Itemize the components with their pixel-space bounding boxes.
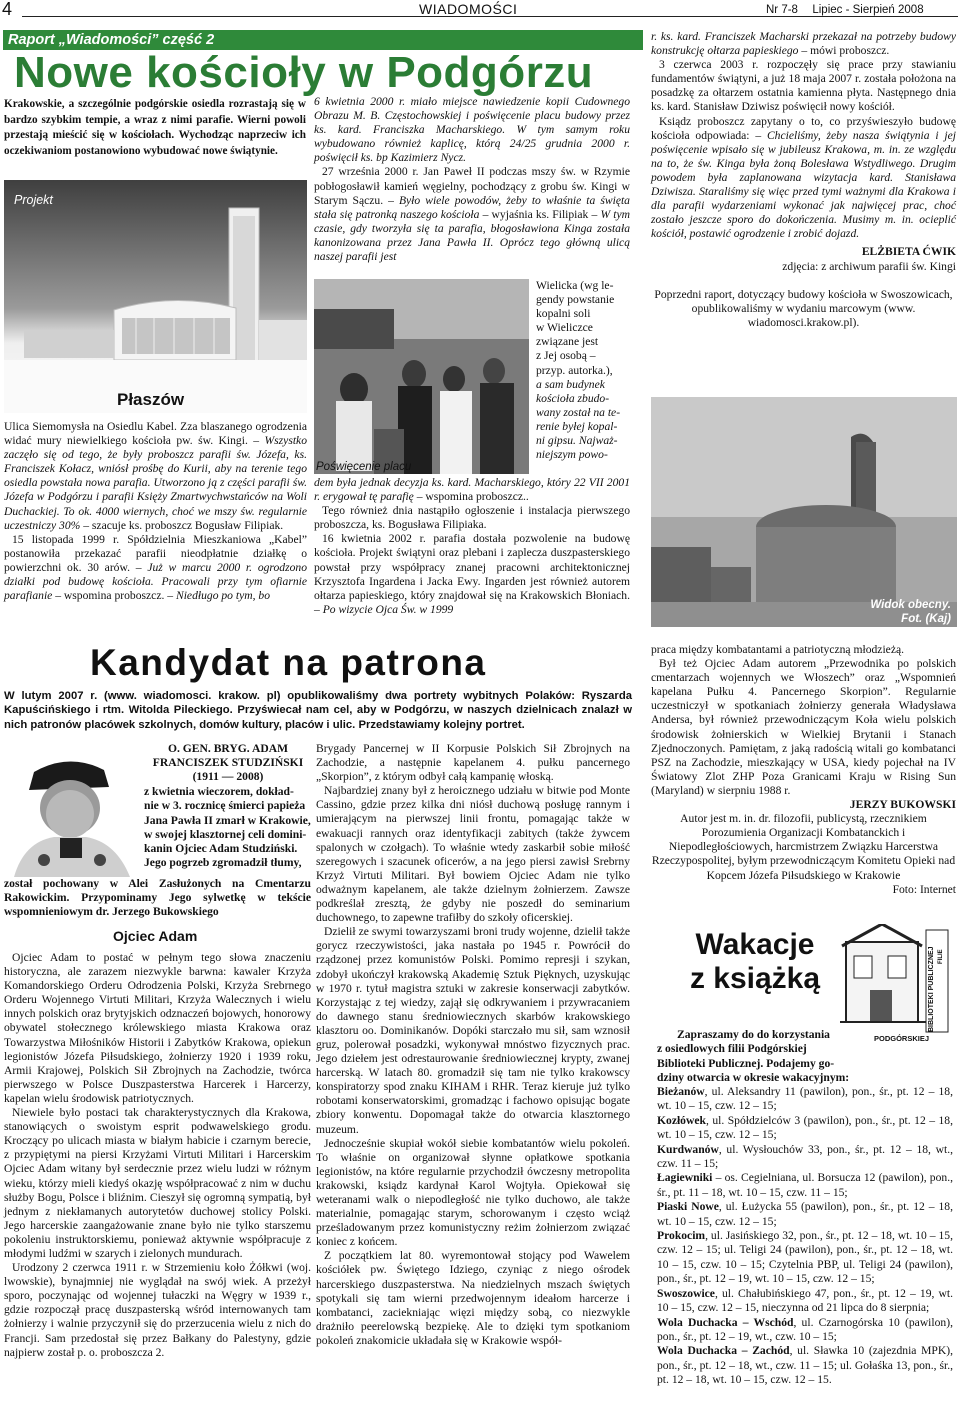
project-rendering — [4, 180, 307, 413]
kandydat-col2-p1: Brygady Pancernej w II Korpusie Polskich Sił Zbrojnych na Zachodzie, a następnie kapelanem 4. pułku pancernego „Skorpion”, z którym odbył całą kampanię włoską. — [316, 742, 630, 784]
kandydat-col1-p3: Urodzony 2 czerwca 1911 r. w Strzemieniu koło Żółkwi (woj. lwowskie), bynajmniej nie wyglądał na swój wiek. A przeżył sporo, poczynając od wojennej tułaczki na Węgry w 1939 r., gdzie rozpoczął pracę duszpasterską wśród internowanych tam żołnierzy i walnie przyczynił się do przerzucenia wielu z nich do Francji. Sam przedostał się przez Bałkany do Palestyny, gdzie najpierw został p. o. proboszcza 2. — [4, 1261, 311, 1359]
library-entry-hours: , ul. Chałubińskiego 47, pon., śr., pt. 12 – 19, wt. 10 – 15, czw. 12 – 15, nieczynna od 21 lipca do 8 sierpnia; — [657, 1286, 953, 1315]
library-entry-name: Swoszowice — [657, 1286, 715, 1300]
library-entry-name: Bieżanów — [657, 1085, 705, 1098]
col2-text-a: 6 kwietnia 2000 r. miało miejsce nawiedzenie kopii Cudownego Obrazu M. B. Częstochowskiej i poświęcenie placu budowy przez ks. kard. Franciszka Macharskiego. W tym samym roku wybudowano również kaplicę, którą 24/25 grudnia 2000 r. poświęcił ks. bp Kazimierz Nycz. — [314, 95, 630, 165]
kandydat-column-3 — [651, 643, 956, 897]
library-entry-name: Wola Duchacka – Zachód — [657, 1344, 790, 1358]
library-entry — [657, 1114, 953, 1143]
library-house-icon — [840, 924, 952, 1046]
kandydat-column-2 — [316, 742, 630, 1348]
wrap-line: a sam budynek — [536, 377, 605, 391]
portrait-intro-line: w swojej klasztornej celi domini- — [144, 827, 307, 841]
library-entry — [657, 1344, 953, 1387]
church-photo-illustration — [651, 397, 957, 627]
portrait-intro-rest: został pochowany w Alei Zasłużonych na Cmentarzu Rakowickim. Przypominamy Jego sylwetkę w tekście wspomnieniowym dr. Jerzego Bukowskiego — [4, 877, 311, 919]
library-entry-hours: , ul. Czarnogórska 10 (pawilon), pon., śr., pt. 12 – 19, wt., czw. 10 – 15; — [657, 1315, 953, 1343]
library-entry-name: Prokocim — [657, 1229, 706, 1243]
library-entry — [657, 1316, 953, 1345]
portrait-intro-line: Jana Pawła II zmarł w Krakowie, — [144, 813, 311, 827]
col2-text-e: – W tym czasie, gdy tworzyła się ta parafia, błogosławiona Kinga została kanonizowana przez Jana Pawła II. Oprócz tego główną ulicą naszej parafii jest — [314, 207, 630, 264]
library-entry-name: Wola Duchacka – Wschód — [657, 1315, 794, 1329]
portrait-intro-line: z kwietnia wieczorem, dokład- — [144, 785, 294, 798]
kandydat-author-bio: Autor jest m. in. dr. filozofii, publicystą, rzecznikiem Porozumienia Organizacji Kombatanckich i Niepodległościowych, harcmistrzem Związku Harcerstwa Rzeczypospolitej, byłym przewodniczącym Komitetu Opieki nad Kopcem Józefa Piłsudskiego w Krakowie — [651, 812, 956, 882]
issue-number: Nr 7-8 — [766, 4, 798, 16]
col1-text-d: 15 listopada 1999 r. Spółdzielnia Mieszkaniowa „Kabel” postanowiła przekazać parafii nieodpłatnie działkę o powierzchni ok. 30 arów. — [4, 532, 307, 574]
kandydat-col1-p1: Ojciec Adam to postać w pełnym tego słowa znaczeniu historyczna, ale zarazem niezwykle barwna: kawaler Krzyża Komandorskiego Orderu Odrodzenia Polski, Krzyża Srebrnego Orderu Wojennego Virtuti Militari, Krzyża Walecznych i wielu innych polskich oraz brytyjskich odznaczeń bojowych, honorowy obywatel stołecznego królewskiego miasta Krakowa oraz Towarzystwa Miłośników Historii i Zabytków Krakowa, opiekun legionistów Józefa Piłsudskiego, żołnierzy 1920 i 1939 roku, Armii Krajowej, Polskich Sił Zbrojnych na Zachodzie, twórca pierwszego w Polsce Duszpasterstwa Harcerek i Harcerzy, kapelan wielu środowisk patriotycznych. — [4, 951, 311, 1105]
page-number: 4 — [2, 0, 13, 19]
library-entry-hours: – os. Cegielniana, ul. Borsucza 12 (pawilon), pon., śr., pt. 11 – 18, wt. 10 – 15, czw. 11 – 15; — [657, 1171, 953, 1199]
portrait-illustration — [4, 742, 140, 877]
library-entry-hours: , ul. Jasińskiego 32, pon., śr., pt. 12 – 18, wt. 10 – 15, czw. 12 – 15; ul. Teligi 24 (pawilon), pon., śr., pt. 12 – 18, wt. 10 – 15, czw. 10 – 15; Czytelnia PBP, ul. Teligi 24 (pawilon), pon., śr., pt. 12 – 19, wt. 10 – 15, czw. 12 – 15; — [657, 1229, 953, 1286]
kandydat-intro: W lutym 2007 r. (www. wiadomosci. krakow. pl) opublikowaliśmy dwa portrety wybitnych Polaków: Ryszarda Kapuścińskiego i rtm. Witolda Pileckiego. Przyświecał nam cel, aby w Podgórzu, w naszych dzielnicach znalazł w nich patronów placówek szkolnych, domów kultury, placów i ulic. Przedstawiamy kolejny portret. — [4, 690, 632, 731]
blessing-photo — [314, 279, 529, 474]
library-entry-hours: , ul. Aleksandry 11 (pawilon), pon., śr., pt. 12 – 18, wt. 10 – 15, czw. 12 – 15; — [657, 1085, 953, 1113]
col3-text-e: – Chcieliśmy, żeby nasza świątynia i jej poświęcenie wpisało się w jubileusz Krakowa, m. in. ze względu na to, że św. Kinga była żoną Bolesława Wstydliwego. Drugim powodem była zaplanowana wizytacja kard. Stanisława Dziwisza. Staraliśmy się więc przed tymi ważnymi dla Krakowa i dla parafii wydarzeniami wykonać jak najwięcej prac, choć zostało jeszcze sporo do dokończenia. Musimy m. in. ocieplić kościół, postawić ogrodzenie i zrobić dojazd. — [651, 128, 956, 241]
library-entry-hours: , ul. Łużycka 55 (pawilon), pon., śr., pt. 12 – 18, wt. 10 – 15, czw. 12 – 15; — [657, 1200, 953, 1228]
wrap-line: Wielicka (wg le- — [536, 279, 614, 292]
library-logo-text-b: FILIE — [938, 949, 944, 964]
library-entry — [657, 1171, 953, 1200]
portrait-name-line: FRANCISZEK STUDZIŃSKI — [152, 756, 304, 770]
plaszow-heading: Płaszów — [117, 390, 185, 409]
wrap-line: gendy powstanie — [536, 293, 615, 307]
col2-text-f: dem była jednak decyzja ks. kard. Macharskiego, który 22 VII 2001 r. erygował tę parafię — [314, 476, 630, 504]
portrait-name-line: O. GEN. BRYG. ADAM — [167, 742, 289, 755]
kandydat-photo-credit: Foto: Internet — [892, 882, 956, 896]
wrap-line: wany został na te- — [536, 405, 621, 419]
church-photo-caption-a: Widok obecny. — [870, 599, 951, 611]
wakacje-intro-line: dziny otwarcia w okresie wakacyjnym: — [657, 1070, 850, 1084]
issue-date: Lipiec - Sierpień 2008 — [812, 4, 924, 16]
church-photo-caption-b: Fot. (Kaj) — [901, 613, 951, 625]
library-entry-name: Łagiewniki — [657, 1171, 713, 1185]
kandydat-col3-p2: Był też Ojciec Adam autorem „Przewodnika po polskich cmentarzach wojennych we Włoszech” oraz „Wspomnień kapelana Pułku 4. Pancernego Skorpion”. Regularnie uczestniczył w spotkaniach żołnierzy generała Władysława Andersa, był również przewodniczącym Koła wielu polskich środowisk żołnierskich w Wielkiej Brytanii i Stanach Zjednoczonych. Pamiętam, z jaką radością witali go kombatanci PSZ na Zachodzie, mieszkający w USA, kiedy pojechał na IV Światowy Zlot ZHP Poza Granicami Kraju w Rising Sun (Maryland) w sierpniu 1988 r. — [651, 657, 956, 797]
report-column-3 — [651, 30, 956, 330]
portrait-photo — [4, 742, 140, 877]
library-entry-name: Kozłówek — [657, 1113, 706, 1127]
portrait-intro-line: Jego pogrzeb zgromadził tłumy, — [144, 856, 302, 870]
kandydat-col2-p2: Najbardziej znany był z heroicznego udziału w bitwie pod Monte Cassino, gdzie przez kilka dni niósł duchową posługę rannym i umierającym na pierwszej linii frontu, pomagając także w ewakuacji rannych oraz identyfikacji zabitych (także żywcem spalonych w czołgach). To właśnie wtedy zaskarbił sobie miłość szeregowych i szacunek oficerów, a na jego piersi zawisł Srebrny Krzyż Virtuti Militari. Był bowiem Ojciec Adam nie tylko odważnym kapelanem, ale także dzielnym żołnierzem. Zawsze podkreślał zresztą, że gdyby nie poszedł do seminarium duchownego, to zapewne trafiłby do szkoły oficerskiej. — [316, 784, 630, 925]
library-logo — [840, 924, 952, 1046]
kandydat-title: Kandydat na patrona — [90, 642, 487, 683]
portrait-intro-line: kanin Ojciec Adam Studziński. — [144, 842, 298, 856]
wrap-line: związane jest — [536, 335, 599, 349]
col2-text-h: Tego również dnia nastąpiło ogłoszenie i instalacja pierwszego proboszcza, ks. Bogusława Filipiaka. — [314, 504, 630, 532]
project-label: Projekt — [14, 193, 53, 207]
wrap-line: kościoła zbudo- — [536, 391, 610, 405]
report-title: Nowe kościoły w Podgórzu — [14, 48, 594, 97]
col1-text-b: – Wszystko zaczęło się od tego, że były proboszcz parafii św. Józefa, ks. Franciszek Kołacz, wniósł prośbę do Kurii, aby na terenie tego osiedla powstała nowa parafia. Utworzono ją z części parafii św. Józefa w Podgórzu i parafii Księży Zmartwychwstańców na Woli Duchackiej. To ok. 4000 wiernych, choć we mszy św. regularnie uczestniczy 30% — [4, 434, 308, 532]
col3-text-a: r. ks. kard. Franciszek Macharski przekazał na potrzeby budowy konstrukcję ołtarza papieskiego — [651, 30, 956, 58]
kandydat-col2-p3: Dzielił ze swymi towarzyszami broni trudy wojenne, dzielił także gorycz rzeczywistości, jaka nastała po 1945 r. Powrócił do rządzonej przez komunistów Polski. Pomimo represji i szykan, zdobył ukończył krakowską Akademię Sztuk Pięknych, uzyskując w 1970 r. tytuł magistra sztuki w zakresie konserwacji zabytków. Korzystając z tej wiedzy, zajął się odkrywaniem i przywracaniem do dawnego stanu średniowiecznych skarbów krakowskiego klasztoru oo. Dominikanów. Dopóki starczało mu sił, sam wznosił gruz, polerował posadzki, wykonywał mnóstwo fizycznych prac. Jego dziełem jest odrestaurowanie średniowiecznej krypty, zwanej harcerską. W latach 80. gromadził się tam nie tylko krakowscy konspiratorzy spod znaku KIHAM i RHR. Teraz kieruje już tylko robotami konserwatorskimi, gromadząc i fachowo opisując bogate zbiory konwentu. Dopomagał także do otwarcia klasztornego muzeum. — [316, 925, 630, 1136]
church-photo — [651, 397, 957, 627]
wrap-line: z Jej osobą – — [536, 349, 596, 363]
library-entry-hours: , ul. Sławka 10 (zajezdnia MPK), pon., śr., pt. 12 – 18, wt., czw. 11 – 15; ul. Gołaśka 13, pon., śr., pt. 12 – 18, wt. 10 – 15, czw. 12 – 15. — [657, 1344, 954, 1387]
library-logo-text-bottom: PODGÓRSKIEJ — [874, 1034, 930, 1043]
col2-text-c: – Było wiele powodów, żeby to właśnie ta święta stała się patronką naszego kościoła — [314, 193, 630, 221]
library-hours-list — [657, 1085, 953, 1388]
col2-text-g: – wspomina proboszcz.. — [416, 490, 529, 504]
wrap-line: renie byłej kopal- — [536, 419, 618, 433]
report-column-1 — [4, 420, 307, 603]
col3-text-d: Ksiądz proboszcz zapytany o to, co przyświeszyło budowę kościoła odpowiada: — [651, 114, 956, 142]
library-entry — [657, 1143, 953, 1172]
kandydat-col1-p2: Niewiele było postaci tak charakterystycznych dla Krakowa, stanowiących o swoistym esprit podwawelskiego grodu. Kroczący po ulicach miasta w białym habicie i czarnym berecie, z przypiętymi na piersi Krzyżami Virtuti Militari i Harcerskim Ojciec Adam witany był serdecznie przez wielu ludzi w różnym wieku, którzy mieli kiedyś okazję współpracować z nim w duchu służby Bogu, Polsce i bliźnim. Cieszył się ogromną sympatią, był jednym z niekłamanych autorytetów duchowej stolicy Polski. Jego harcerskie zaangażowanie znane było nie tylko starszemu pokoleniu instruktorskiemu, ponieważ aktywnie współpracuje z młodymi ludźmi w szarych i zielonych mundurach. — [4, 1106, 311, 1260]
wrap-line: przyp. autorka.), — [536, 363, 613, 377]
col2-text-b: 27 września 2000 r. Jan Paweł II podczas mszy św. w Rzymie pobłogosławił kamień węgielny, pochodzący z grobu św. Kingi w Starym Sączu. — [314, 165, 630, 207]
library-entry-hours: , ul. Spółdzielców 3 (pawilon), pon., śr., pt. 12 – 18, wt. 10 – 15, czw. 12 – 15; — [657, 1113, 953, 1142]
wakacje-title — [665, 928, 845, 996]
kandydat-column-1 — [4, 951, 311, 1360]
kandydat-col2-p4: Jednocześnie skupiał wokół siebie kombatantów wielu pokoleń. To właśnie on organizował słynne opłatkowe spotkania legionistów, na które regularnie przychodził ówczesny metropolita krakowski, ksiądz kardynał Karol Wojtyła. Opiekował się weteranami walk o niepodległość nie tylko duchowo, ale także materialnie, pomagając starym, schorowanym i często wciąż prześladowanym przez komunistyczny reżim żołnierzom związać koniec z końcem. — [316, 1136, 630, 1249]
library-entry — [657, 1200, 953, 1229]
report-author: ELŻBIETA ĆWIK — [861, 245, 956, 259]
wrap-line: kopalni soli — [536, 307, 591, 321]
library-entry — [657, 1229, 953, 1287]
kandydat-col2-p5: Z początkiem lat 80. wyremontował stojący pod Wawelem kościółek pw. Świętego Idziego, czyniąc z niego ośrodek harcerskiego duszpasterstwa. Na niedzielnych mszach świętych spotykali się tam wierni przedwojennym ideałom harcerze i kombatanci, zaciekniając więzi między sobą, co niezwykle drażniło peerelowską bezpiekę. Ale to dzięki tym spotkaniom pokoleń znakomicie układała się w Krakowie współ- — [316, 1249, 630, 1347]
col1-text-f: – wspomina proboszcz. — [55, 589, 165, 603]
header-issue — [766, 4, 924, 16]
col2-wrap-text — [536, 279, 630, 462]
kandydat-col3-p1: praca między kombatantami a patriotyczną młodzieżą. — [651, 643, 905, 656]
portrait-intro-lines — [144, 785, 314, 871]
report-kicker: Raport „Wiadomości” część 2 — [8, 32, 215, 48]
col2-text-i: 16 kwietnia 2002 r. parafia dostała pozwolenie na budowę kościoła. Projekt świątyni oraz plebani i zaplecza duszpasterskiego powstał przy współpracy znanej pracowni architektonicznej Krzysztofa Ingardena i Jacka Ewy. Ingarden jest również autorem ołtarza papieskiego, który znajdował się na Krakowskich Błoniach. — [314, 532, 630, 602]
portrait-name — [140, 742, 316, 785]
col3-text-c: 3 czerwca 2003 r. rozpoczęły się prace przy stawianiu fundamentów świątyni, a już 18 maja 2007 r. została położona na posadzkę za ołtarzem ostatnia kamienna płyta. Następnego dnia ks. kard. Stanisław Dziwisz poświęcił nowy kościół. — [651, 58, 956, 114]
blessing-photo-caption: Poświęcenie placu — [316, 461, 412, 473]
wakacje-intro-line: Zapraszamy do do korzystania — [677, 1028, 830, 1041]
wakacje-title-line2: z książką — [689, 962, 821, 995]
wakacje-intro-line: Biblioteki Publicznej. Podajemy go- — [657, 1056, 835, 1070]
report-lead: Krakowskie, a szczególnie podgórskie osiedla rozrastają się w bardzo szybkim tempie, a wraz z nimi parafie. Wierni powoli przestają mieścić się w kościołach. Wychodząc naprzeciw ich oczekiwaniom postanowiono wybudować nowe świątynie. — [4, 98, 306, 157]
library-entry — [657, 1085, 953, 1114]
wakacje-intro — [657, 1028, 853, 1085]
wakacje-title-line1: Wakacje — [695, 928, 815, 961]
wrap-line: w Wieliczce — [536, 321, 593, 335]
wakacje-box — [651, 922, 956, 1422]
col2-text-j: – Po wizycie Ojca Św. w 1999 — [314, 602, 454, 616]
col1-text-a: Ulica Siemomysła na Osiedlu Kabel. Zza blaszanego ogrodzenia widać mury niewielkiego kościoła pw. św. Kingi. — [4, 420, 307, 448]
wrap-line: ni gipsu. Najważ- — [536, 434, 618, 448]
report-author-credit: zdjęcia: z archiwum parafii św. Kingi — [782, 259, 956, 273]
section-title: WIADOMOŚCI — [419, 1, 518, 17]
portrait-name-line: (1911 — 2008) — [192, 770, 264, 784]
col1-text-e: – Już w marcu 2000 r. ogrodzono działki pod budowę kościoła. Pracowali przy tym ofiarnie parafianie — [4, 560, 307, 603]
church-rendering-illustration — [4, 180, 307, 413]
library-entry-name: Kurdwanów — [657, 1142, 719, 1156]
col1-text-c: – szacuje ks. proboszcz Bogusław Filipiak. — [83, 518, 284, 532]
wakacje-intro-line: z osiedlowych filii Podgórskiej — [657, 1042, 807, 1056]
library-entry-name: Piaski Nowe — [657, 1200, 719, 1214]
report-column-2-lower — [314, 476, 630, 617]
col1-text-g: – Niedługo po tym, bo — [167, 589, 271, 603]
col2-text-d: – wyjaśnia ks. Filipiak — [482, 207, 589, 221]
previous-report-note: Poprzedni raport, dotyczący budowy kościoła w Swoszowicach, opublikowaliśmy w wydaniu marcowym (www. wiadomosci.krakow.pl). — [654, 287, 953, 329]
church-photo-caption — [851, 598, 951, 626]
library-entry — [657, 1287, 953, 1316]
report-column-2 — [314, 95, 630, 264]
library-logo-text-a: BIBLIOTEKI PUBLICZNEJ — [928, 946, 935, 1032]
wrap-line: niejszym powo- — [536, 448, 608, 462]
library-entry-hours: , ul. Wysłouchów 33, pon., śr., pt. 12 – 18, wt., czw. 11 – 15; — [657, 1142, 953, 1171]
portrait-intro-line: nie w 3. rocznicę śmierci papieża — [144, 799, 306, 813]
blessing-scene-illustration — [314, 279, 529, 474]
kandydat-author: JERZY BUKOWSKI — [849, 798, 956, 812]
col3-text-b: – mówi proboszcz. — [801, 44, 890, 58]
ojciec-adam-subheading: Ojciec Adam — [113, 928, 198, 944]
